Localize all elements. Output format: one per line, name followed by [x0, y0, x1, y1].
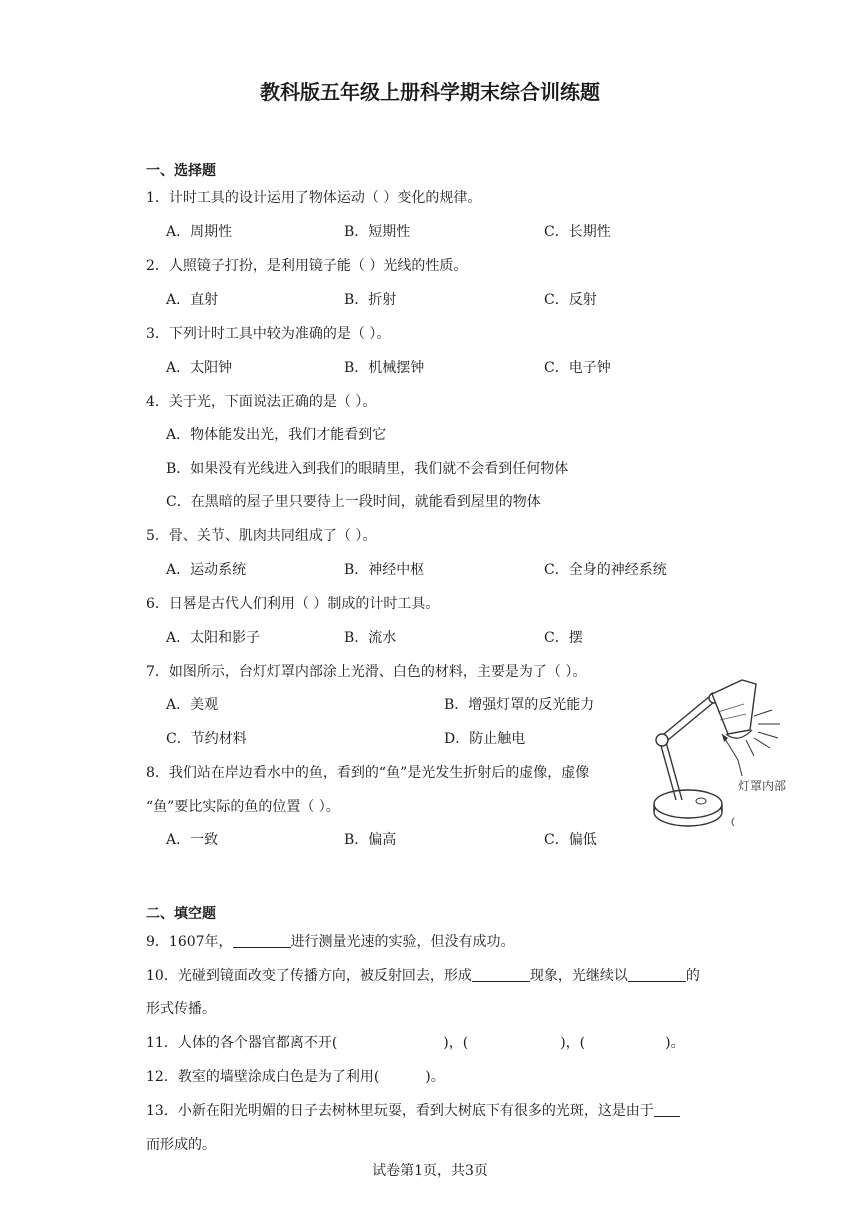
question-4-stem: 4．关于光，下面说法正确的是（ ）。	[146, 394, 377, 410]
q1-option-b: B．短期性	[344, 224, 411, 240]
question-7-stem: 7．如图所示，台灯灯罩内部涂上光滑、白色的材料，主要是为了（ ）。	[146, 664, 587, 680]
question-13	[146, 1100, 680, 1120]
q4-option-b: B．如果没有光线进入到我们的眼睛里，我们就不会看到任何物体	[166, 461, 569, 477]
q11-text-1: 11．人体的各个器官都离不开(	[146, 1035, 338, 1051]
q10-text-3: 的	[685, 968, 700, 984]
q5-option-b: B．神经中枢	[344, 562, 425, 578]
q9-text-2: 进行测量光速的实验，但没有成功。	[290, 934, 515, 950]
q13-blank[interactable]	[654, 1102, 680, 1117]
question-10	[146, 965, 700, 985]
q4-option-c: C．在黑暗的屋子里只要待上一段时间，就能看到屋里的物体	[166, 494, 541, 510]
q13-text-1: 13．小新在阳光明媚的日子去树林里玩耍，看到大树底下有很多的光斑，这是由于	[146, 1103, 654, 1119]
q2-option-b: B．折射	[344, 292, 397, 308]
question-8-stem-line2: “鱼”要比实际的鱼的位置（ ）。	[146, 799, 340, 815]
q12-text-1: 12．教室的墙壁涂成白色是为了利用(	[146, 1069, 380, 1085]
q6-option-a: A．太阳和影子	[166, 630, 261, 646]
desk-lamp-figure	[646, 676, 804, 844]
q7-option-b: B．增强灯罩的反光能力	[444, 697, 595, 713]
q5-option-c: C．全身的神经系统	[544, 562, 667, 578]
q11-text-3: )，(	[560, 1035, 586, 1051]
q7-option-d: D．防止触电	[444, 731, 526, 747]
question-11	[146, 1032, 685, 1052]
q10-blank-2[interactable]	[628, 967, 686, 982]
page-title: 教科版五年级上册科学期末综合训练题	[260, 80, 600, 104]
q1-option-c: C．长期性	[544, 224, 611, 240]
q8-option-b: B．偏高	[344, 832, 397, 848]
page-footer: 试卷第1页，共3页	[372, 1163, 488, 1179]
q8-option-c: C．偏低	[544, 832, 597, 848]
q4-option-a: A．物体能发出光，我们才能看到它	[166, 427, 387, 443]
q7-option-a: A．美观	[166, 697, 219, 713]
question-6-stem: 6．日晷是古代人们利用（ ）制成的计时工具。	[146, 596, 440, 612]
q12-text-2: )。	[425, 1069, 445, 1085]
q11-text-4: )。	[665, 1035, 685, 1051]
q10-text-1: 10．光碰到镜面改变了传播方向，被反射回去，形成	[146, 968, 472, 984]
q9-blank[interactable]	[233, 933, 291, 948]
q11-text-2: )，(	[443, 1035, 469, 1051]
q10-blank-1[interactable]	[472, 967, 530, 982]
figure-label: 灯罩内部	[738, 779, 787, 793]
question-8-stem-line1: 8．我们站在岸边看水中的鱼，看到的“鱼”是光发生折射后的虚像，虚像	[146, 765, 590, 781]
q6-option-c: C．摆	[544, 630, 583, 646]
question-2-stem: 2．人照镜子打扮，是利用镜子能（ ）光线的性质。	[146, 258, 468, 274]
question-10-line2: 形式传播。	[146, 1001, 216, 1017]
q6-option-b: B．流水	[344, 630, 397, 646]
q8-option-a: A．一致	[166, 832, 219, 848]
q7-option-c: C．节约材料	[166, 731, 247, 747]
q1-option-a: A．周期性	[166, 224, 233, 240]
q3-option-b: B．机械摆钟	[344, 360, 425, 376]
question-5-stem: 5．骨、关节、肌肉共同组成了（ ）。	[146, 528, 377, 544]
section-heading-fill: 二、填空题	[146, 906, 216, 922]
q3-option-c: C．电子钟	[544, 360, 611, 376]
q9-text-1: 9．1607年，	[146, 934, 233, 950]
q5-option-a: A．运动系统	[166, 562, 247, 578]
question-13-line2: 而形成的。	[146, 1137, 216, 1153]
question-9	[146, 931, 515, 951]
q2-option-c: C．反射	[544, 292, 597, 308]
q3-option-a: A．太阳钟	[166, 360, 233, 376]
question-1-stem: 1．计时工具的设计运用了物体运动（ ）变化的规律。	[146, 190, 482, 206]
q2-option-a: A．直射	[166, 292, 219, 308]
question-3-stem: 3．下列计时工具中较为准确的是（ ）。	[146, 326, 391, 342]
question-12	[146, 1066, 445, 1086]
q10-text-2: 现象，光继续以	[529, 968, 628, 984]
section-heading-choice: 一、选择题	[146, 163, 216, 179]
